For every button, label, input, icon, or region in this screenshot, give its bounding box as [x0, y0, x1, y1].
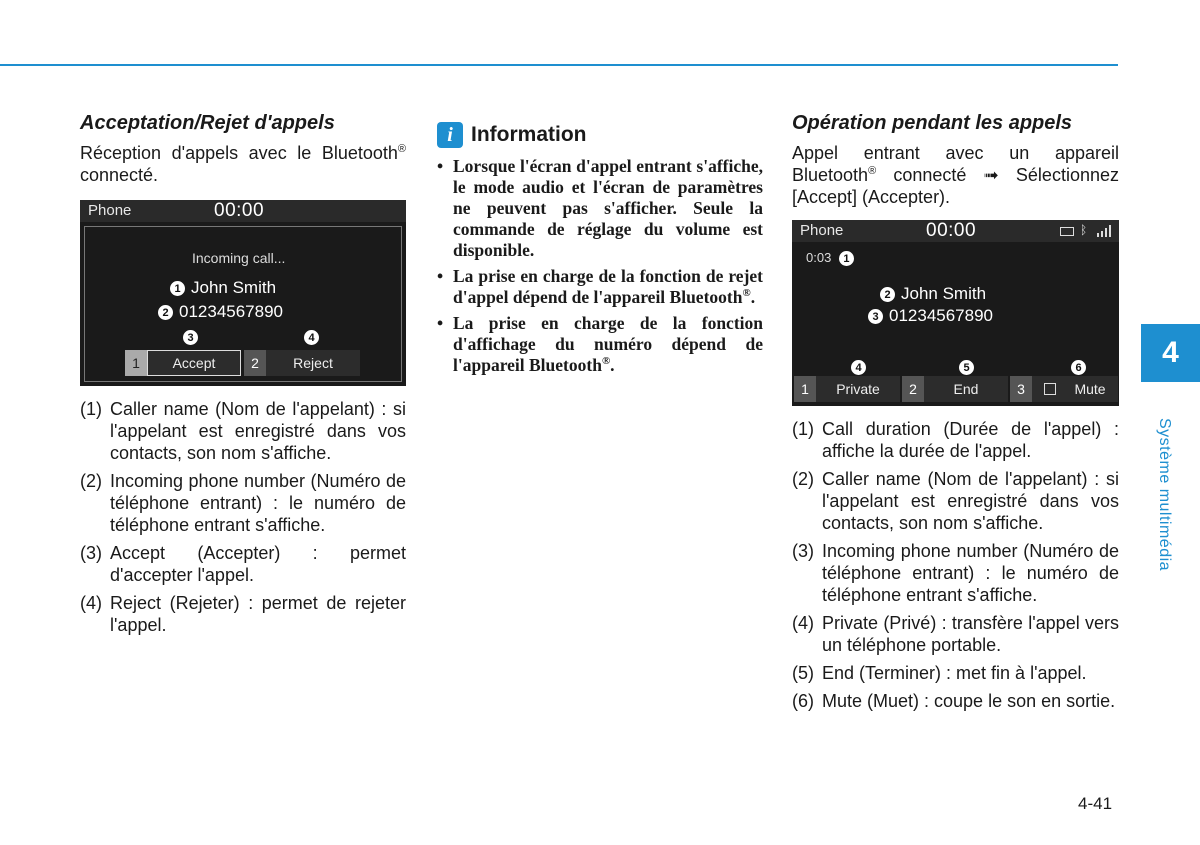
- reject-button[interactable]: Reject: [266, 350, 360, 376]
- active-call-screen: [792, 220, 1119, 406]
- info-bullet-3: • La prise en charge de la fonction d'affichage du numéro dépend de l'appareil Bluetooth®.: [437, 313, 763, 376]
- chapter-tab: 4: [1141, 324, 1200, 382]
- list-item: (3) Incoming phone number (Numéro de téléphone entrant) : le numéro de téléphone entrant s'affiche.: [792, 541, 1119, 605]
- caller-name: John Smith: [901, 284, 987, 303]
- section-heading-accept-reject: Acceptation/Rejet d'appels: [80, 112, 335, 134]
- softkey-number-2: 2: [902, 376, 924, 402]
- info-bullet-1: • Lorsque l'écran d'appel entrant s'affiche, le mode audio et l'écran de paramètres ne peuvent pas s'afficher. Seule la commande de réglage du volume est disponible.: [437, 156, 763, 261]
- call-duration: 0:03: [806, 250, 832, 265]
- caller-name-row: [170, 278, 276, 298]
- callout-3: 3: [868, 309, 883, 324]
- registered-mark: ®: [397, 143, 406, 155]
- callout-5: 5: [959, 360, 974, 375]
- mute-checkbox[interactable]: [1044, 383, 1056, 395]
- list-item: (3) Accept (Accepter) : permet d'accepter l'appel.: [80, 543, 406, 585]
- caller-number-row: [158, 302, 283, 322]
- callout-2: 2: [158, 305, 173, 320]
- list-item: (1) Caller name (Nom de l'appelant) : si l'appelant est enregistré dans vos contacts, son nom s'affiche.: [80, 399, 406, 463]
- screen-status-bar: [80, 200, 406, 222]
- incoming-call-screen: [80, 200, 406, 386]
- page-number: 4-41: [1078, 794, 1113, 813]
- screen-app-label: Phone: [800, 222, 844, 239]
- callout-4: 4: [851, 360, 866, 375]
- right-callout-list: [792, 418, 1119, 712]
- screen-status-bar: [792, 220, 1119, 242]
- caller-number: 01234567890: [179, 302, 284, 321]
- caller-name-row: [880, 284, 986, 304]
- caller-number: 01234567890: [889, 306, 994, 325]
- list-item: (2) Incoming phone number (Numéro de téléphone entrant) : le numéro de téléphone entrant s'affiche.: [80, 471, 406, 535]
- softkey-number-1: 1: [794, 376, 816, 402]
- list-item: (4) Private (Privé) : transfère l'appel vers un téléphone portable.: [792, 613, 1119, 655]
- callout-6: 6: [1071, 360, 1086, 375]
- softkey-row: [794, 376, 1118, 402]
- intro-text-b: connecté.: [80, 165, 159, 185]
- screen-app-label: Phone: [88, 202, 132, 219]
- list-item: (1) Call duration (Durée de l'appel) : affiche la durée de l'appel.: [792, 419, 1119, 461]
- list-item: (4) Reject (Rejeter) : permet de rejeter l'appel.: [80, 593, 406, 635]
- section-heading-during-call: Opération pendant les appels: [792, 112, 1073, 134]
- caller-number-row: [868, 306, 993, 326]
- screen-clock: 00:00: [214, 200, 265, 221]
- battery-icon: [1060, 227, 1074, 236]
- intro-text-a: Réception d'appels avec le Bluetooth: [80, 143, 398, 163]
- softkey-number-2: 2: [244, 350, 266, 376]
- left-column: [80, 110, 406, 642]
- right-column: [792, 110, 1119, 718]
- information-icon: i: [437, 122, 463, 148]
- softkey-row: [125, 350, 360, 376]
- caller-name: John Smith: [191, 278, 277, 297]
- arrow-icon: ➟: [983, 165, 999, 185]
- intro-text: [80, 142, 406, 186]
- middle-column: [437, 122, 763, 381]
- left-callout-list: [80, 398, 406, 636]
- bluetooth-icon: ᛒ: [1080, 223, 1088, 237]
- callout-3: 3: [183, 330, 198, 345]
- list-item: (5) End (Terminer) : met fin à l'appel.: [792, 663, 1087, 683]
- registered-mark: ®: [868, 165, 877, 177]
- intro-text: Appel entrant avec un appareil Bluetooth® connecté ➟ Sélectionnez [Accept] (Accepter).: [792, 143, 1119, 207]
- mute-label: Mute: [1074, 381, 1106, 397]
- information-title: Information: [471, 123, 587, 146]
- call-duration-row: [806, 250, 860, 266]
- information-header: [437, 122, 763, 148]
- information-list: [437, 156, 763, 376]
- callout-4: 4: [304, 330, 319, 345]
- softkey-number-1: 1: [125, 350, 147, 376]
- callout-1: 1: [170, 281, 185, 296]
- mute-button[interactable]: [1032, 376, 1118, 402]
- top-rule: [0, 64, 1118, 66]
- signal-icon: [1095, 224, 1115, 236]
- chapter-title: Système multimédia: [1156, 418, 1173, 572]
- list-item: (6) Mute (Muet) : coupe le son en sortie.: [792, 691, 1116, 711]
- callout-2: 2: [880, 287, 895, 302]
- end-button[interactable]: End: [924, 376, 1008, 402]
- incoming-status: Incoming call...: [192, 250, 286, 266]
- info-bullet-2: • La prise en charge de la fonction de rejet d'appel dépend de l'appareil Bluetooth®.: [437, 266, 763, 308]
- softkey-number-3: 3: [1010, 376, 1032, 402]
- callout-1: 1: [839, 251, 854, 266]
- accept-button[interactable]: Accept: [147, 350, 241, 376]
- screen-clock: 00:00: [926, 220, 977, 241]
- list-item: (2) Caller name (Nom de l'appelant) : si l'appelant est enregistré dans vos contacts, son nom s'affiche.: [792, 469, 1119, 533]
- private-button[interactable]: Private: [816, 376, 900, 402]
